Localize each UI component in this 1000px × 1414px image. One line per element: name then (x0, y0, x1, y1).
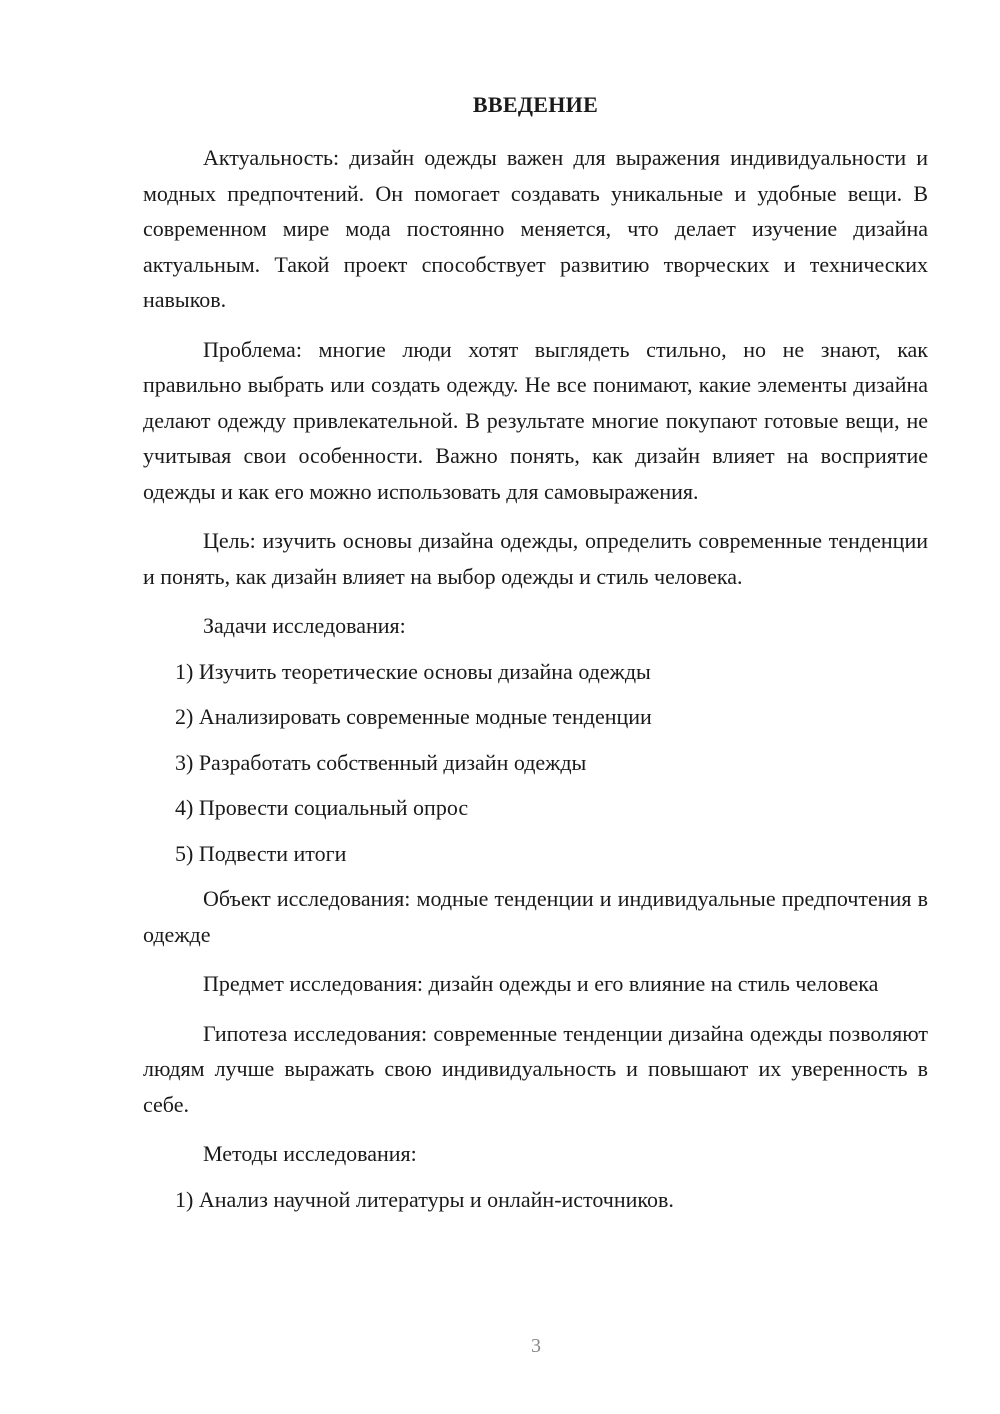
problem-paragraph: Проблема: многие люди хотят выглядеть стильно, но не знают, как правильно выбрать или создать одежду. Не все понимают, какие элементы дизайна делают одежду привлекательной. В результате многие покупают готовые вещи, не учитывая свои особенности. Важно понять, как дизайн влияет на восприятие одежды и как его можно использовать для самовыражения. (143, 336, 928, 504)
methods-title: Методы исследования: (203, 1141, 417, 1166)
page-number: 3 (531, 1335, 541, 1357)
object-paragraph: Объект исследования: модные тенденции и индивидуальные предпочтения в одежде (143, 886, 928, 947)
methods-list (143, 1182, 928, 1218)
list-item: 5) Подвести итоги (175, 840, 347, 866)
list-item: 4) Провести социальный опрос (175, 795, 469, 820)
relevance-paragraph: Актуальность: дизайн одежды важен для выражения индивидуальности и модных предпочтений. Он помогает создавать уникальные и удобные вещи. В современном мире мода постоянно меняется, что делает изучение дизайна актуальным. Такой проект способствует развитию творческих и технических навыков. (143, 145, 928, 312)
tasks-list (143, 654, 928, 872)
section-heading: ВВЕДЕНИЕ (472, 92, 599, 117)
list-item: 3) Разработать собственный дизайн одежды (175, 749, 587, 775)
tasks-title: Задачи исследования: (203, 613, 406, 638)
list-item: 1) Изучить теоретические основы дизайна одежды (175, 658, 651, 684)
goal-paragraph: Цель: изучить основы дизайна одежды, определить современные тенденции и понять, как дизайн влияет на выбор одежды и стиль человека. (143, 528, 928, 589)
document-page (143, 92, 928, 1225)
list-item: 2) Анализировать современные модные тенденции (175, 704, 652, 729)
subject-paragraph: Предмет исследования: дизайн одежды и его влияние на стиль человека (203, 971, 879, 996)
hypothesis-paragraph: Гипотеза исследования: современные тенденции дизайна одежды позволяют людям лучше выражать свою индивидуальность и повышают их уверенность в себе. (143, 1020, 928, 1117)
list-item: 1) Анализ научной литературы и онлайн-источников. (175, 1186, 674, 1212)
